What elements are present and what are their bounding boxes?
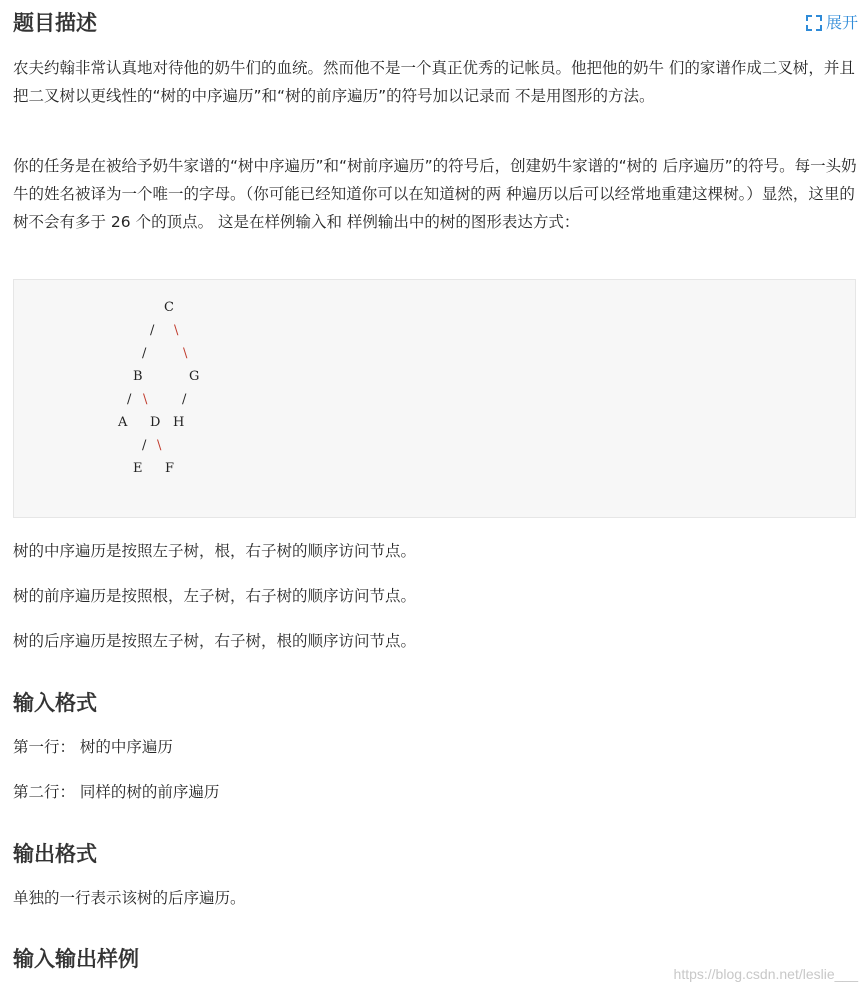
- expand-label: 展开: [825, 13, 858, 32]
- tree-edge-C-right: \: [174, 323, 179, 338]
- tree-node-C: C: [164, 300, 174, 315]
- tree-node-D: D: [150, 415, 161, 430]
- tree-diagram-box: [13, 279, 856, 518]
- output-format-line-1: 单独的一行表示该树的后序遍历。: [13, 889, 246, 907]
- tree-node-A: A: [118, 415, 128, 430]
- tree-edge-C-left-2: /: [142, 346, 147, 361]
- inorder-definition: 树的中序遍历是按照左子树，根，右子树的顺序访问节点。: [13, 542, 417, 560]
- preorder-definition: 树的前序遍历是按照根，左子树，右子树的顺序访问节点。: [13, 587, 417, 605]
- expand-button[interactable]: [806, 12, 858, 34]
- header-row: [13, 8, 858, 40]
- tree-node-B: B: [133, 369, 143, 384]
- tree-diagram: [14, 280, 857, 519]
- tree-node-H: H: [173, 415, 185, 430]
- output-format-title: 输出格式: [13, 842, 97, 866]
- description-paragraph-1: 农夫约翰非常认真地对待他的奶牛们的血统。然而他不是一个真正优秀的记帐员。他把他的奶牛 们的家谱作成二叉树，并且把二叉树以更线性的“树的中序遍历”和“树的前序遍历”的符号加以记录而 不是用图形的方法。: [13, 59, 855, 105]
- tree-edge-B-right: \: [143, 392, 148, 407]
- tree-node-F: F: [165, 461, 175, 476]
- tree-edge-D-left: /: [142, 438, 147, 453]
- tree-edge-B-left: /: [127, 392, 132, 407]
- input-format-title: 输入格式: [13, 691, 97, 715]
- watermark: https://blog.csdn.net/leslie___: [673, 966, 858, 982]
- tree-node-G: G: [189, 369, 200, 384]
- postorder-definition: 树的后序遍历是按照左子树，右子树，根的顺序访问节点。: [13, 632, 417, 650]
- tree-edge-C-left: /: [150, 323, 155, 338]
- page-title: 题目描述: [13, 11, 97, 35]
- sample-title: 输入输出样例: [13, 947, 139, 971]
- tree-edge-C-right-2: \: [183, 346, 188, 361]
- tree-edge-G-left: /: [182, 392, 187, 407]
- tree-node-E: E: [133, 461, 143, 476]
- input-format-line-2: 第二行： 同样的树的前序遍历: [13, 783, 220, 801]
- tree-edge-D-right: \: [157, 438, 162, 453]
- input-format-line-1: 第一行： 树的中序遍历: [13, 738, 173, 756]
- description-paragraph-2: 你的任务是在被给予奶牛家谱的“树中序遍历”和“树前序遍历”的符号后，创建奶牛家谱的“树的 后序遍历”的符号。每一头奶牛的姓名被译为一个唯一的字母。（你可能已经知道你可以在知道树的两 种遍历以后可以经常地重建这棵树。）显然，这里的树不会有多于 26 个的顶点。 这是在样例输入和 样例输出中的树的图形表达方式：: [13, 157, 857, 231]
- expand-icon: [806, 15, 822, 31]
